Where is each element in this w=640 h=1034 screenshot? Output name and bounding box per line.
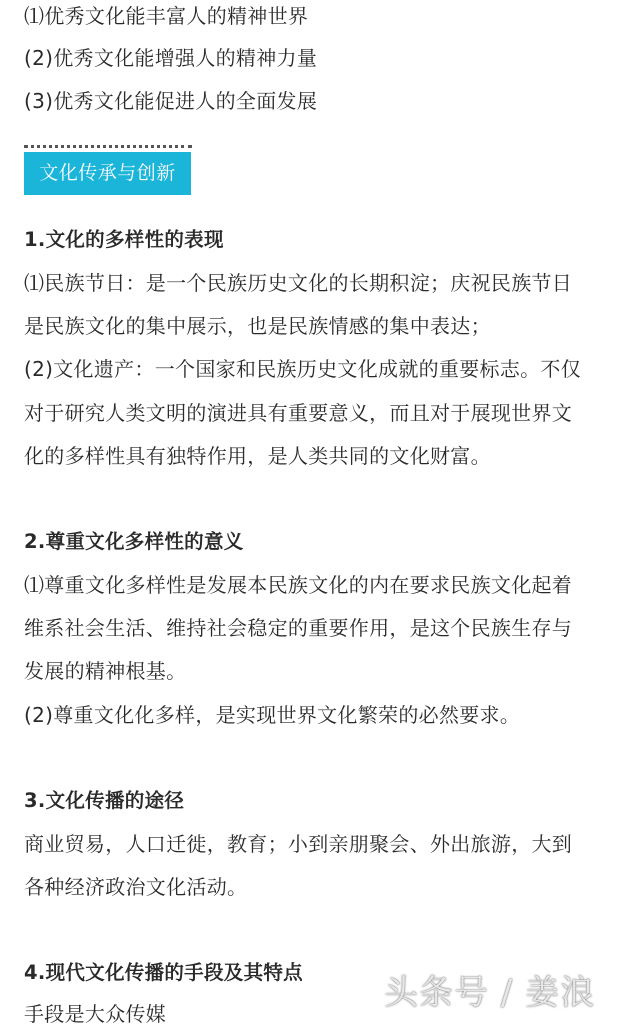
paragraph-line: (2)尊重文化化多样，是实现世界文化繁荣的必然要求。	[24, 703, 521, 727]
paragraph-line: (2)文化遗产：一个国家和民族历史文化成就的重要标志。不仅	[24, 357, 582, 381]
dotted-divider	[24, 145, 192, 148]
intro-item: (2)优秀文化能增强人的精神力量	[24, 46, 318, 70]
paragraph-line: 是民族文化的集中展示，也是民族情感的集中表达；	[24, 314, 491, 338]
section-title: 3.文化传播的途径	[24, 789, 185, 812]
section-title: 4.现代文化传播的手段及其特点	[24, 961, 303, 984]
intro-item: ⑴优秀文化能丰富人的精神世界	[24, 4, 309, 28]
paragraph-line: ⑴民族节日：是一个民族历史文化的长期积淀；庆祝民族节日	[24, 271, 573, 295]
section-tag: 文化传承与创新	[24, 152, 191, 195]
section-title: 1.文化的多样性的表现	[24, 228, 224, 251]
paragraph-line: 维系社会生活、维持社会稳定的重要作用，是这个民族生存与	[24, 616, 573, 640]
paragraph-line: ⑴尊重文化多样性是发展本民族文化的内在要求民族文化起着	[24, 573, 573, 597]
paragraph-line: 各种经济政治文化活动。	[24, 875, 248, 899]
section-title: 2.尊重文化多样性的意义	[24, 530, 244, 553]
watermark: 头条号 / 姜浪	[384, 973, 596, 1013]
paragraph-line: 对于研究人类文明的演进具有重要意义，而且对于展现世界文	[24, 401, 573, 425]
paragraph-line: 商业贸易，人口迁徙，教育；小到亲朋聚会、外出旅游，大到	[24, 832, 573, 856]
intro-item: (3)优秀文化能促进人的全面发展	[24, 89, 318, 113]
paragraph-line: 化的多样性具有独特作用，是人类共同的文化财富。	[24, 444, 491, 468]
paragraph-line: 手段是大众传媒	[24, 1002, 167, 1026]
paragraph-line: 发展的精神根基。	[24, 659, 187, 683]
